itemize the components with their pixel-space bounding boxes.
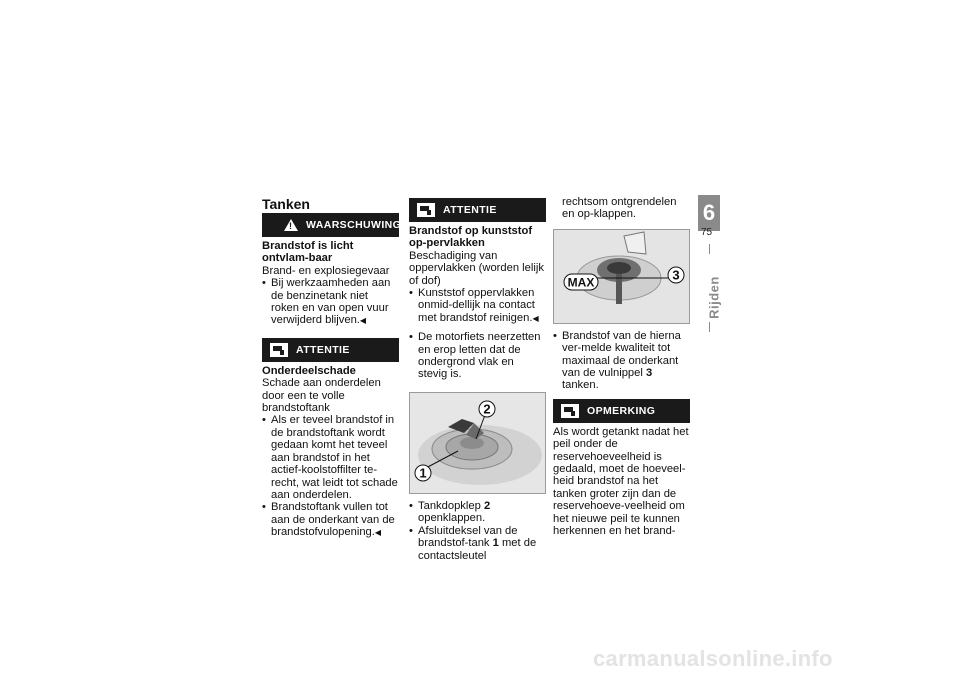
step-bullets xyxy=(409,500,546,562)
list-item: • Bij werkzaamheden aan de benzinetank niet roken en van open vuur verwijderd blijven. ◀ xyxy=(262,277,399,328)
attention-box xyxy=(262,338,399,362)
attention-text: Beschadiging van oppervlakken (worden lelijk of dof) xyxy=(409,249,544,287)
warning-bullets xyxy=(262,277,399,328)
fuel-bullets xyxy=(553,330,690,392)
list-item: • De motorfiets neerzetten en erop letten dat de ondergrond vlak en stevig is. xyxy=(409,331,546,381)
list-item: • Kunststof oppervlakken onmid-dellijk na contact met brandstof reinigen. ◀ xyxy=(409,287,546,325)
note-icon xyxy=(561,404,579,418)
list-item: • Afsluitdeksel van de brandstof-tank 1 met de contactsleutel xyxy=(409,525,546,562)
sidebar-rule-bottom xyxy=(709,322,710,332)
warning-text: Brand- en explosiegevaar xyxy=(262,264,390,277)
attention-heading: Brandstof op kunststof op-pervlakken xyxy=(409,225,533,250)
attention-bullets xyxy=(262,414,399,539)
filler-neck-illustration xyxy=(554,230,689,323)
continuation-text: rechtsom ontgrendelen en op-klappen. xyxy=(562,196,677,221)
figure-label-3: 3 xyxy=(672,267,680,283)
sidebar-rule-top xyxy=(709,244,710,254)
list-item: • Als er teveel brandstof in de brandstoftank wordt gedaan komt het teveel aan brandstof in het actief-koolstoffilter te-recht, wat leidt tot schade aan onderdelen. xyxy=(262,414,399,501)
note-label: OPMERKING xyxy=(587,404,656,417)
attention-heading: Onderdeelschade xyxy=(262,364,356,377)
warning-box xyxy=(262,213,402,237)
figure-label-2: 2 xyxy=(483,401,491,417)
note-box xyxy=(553,399,690,423)
watermark: carmanualsonline.info xyxy=(593,646,833,671)
figure-label-max: MAX xyxy=(567,275,595,290)
column-2 xyxy=(409,198,546,562)
list-item: • Tankdopklep 2 openklappen. xyxy=(409,500,546,525)
list-item: • Brandstof van de hierna ver-melde kwaliteit tot maximaal de onderkant van de vulnippel 3 tanken. xyxy=(553,330,690,392)
filler-neck-figure xyxy=(553,229,690,324)
warning-triangle-icon xyxy=(284,219,298,231)
fuel-cap-illustration xyxy=(410,393,545,493)
attention-text: Schade aan onderdelen door een te volle brandstoftank xyxy=(262,377,381,415)
list-item: • Brandstoftank vullen tot aan de onderkant van de brandstofvulopening. ◀ xyxy=(262,501,399,539)
attention-icon xyxy=(417,203,435,217)
chapter-tab: 6 xyxy=(698,195,720,231)
chapter-name: Rijden xyxy=(706,276,722,319)
attention-icon xyxy=(270,343,288,357)
page-number: 75 xyxy=(701,227,713,238)
attention-label: ATTENTIE xyxy=(296,343,350,356)
fuel-cap-figure xyxy=(409,392,546,494)
figure-label-1: 1 xyxy=(419,465,427,481)
setup-bullets xyxy=(409,331,546,381)
note-text: Als wordt getankt nadat het peil onder de reservehoeveelheid is gedaald, moet de hoeveel-heid brandstof na het tanken groter zijn dan de reservehoeve-veelheid om het nieuwe peil te kunnen herkennen en het brand- xyxy=(553,425,689,538)
column-1 xyxy=(262,213,402,540)
attention-bullets xyxy=(409,287,546,325)
attention-box xyxy=(409,198,546,222)
column-3 xyxy=(553,196,690,538)
warning-heading: Brandstof is licht ontvlam-baar xyxy=(262,240,354,265)
warning-label: WAARSCHUWING xyxy=(306,218,402,231)
section-title: Tanken xyxy=(262,196,310,212)
attention-label: ATTENTIE xyxy=(443,203,497,216)
